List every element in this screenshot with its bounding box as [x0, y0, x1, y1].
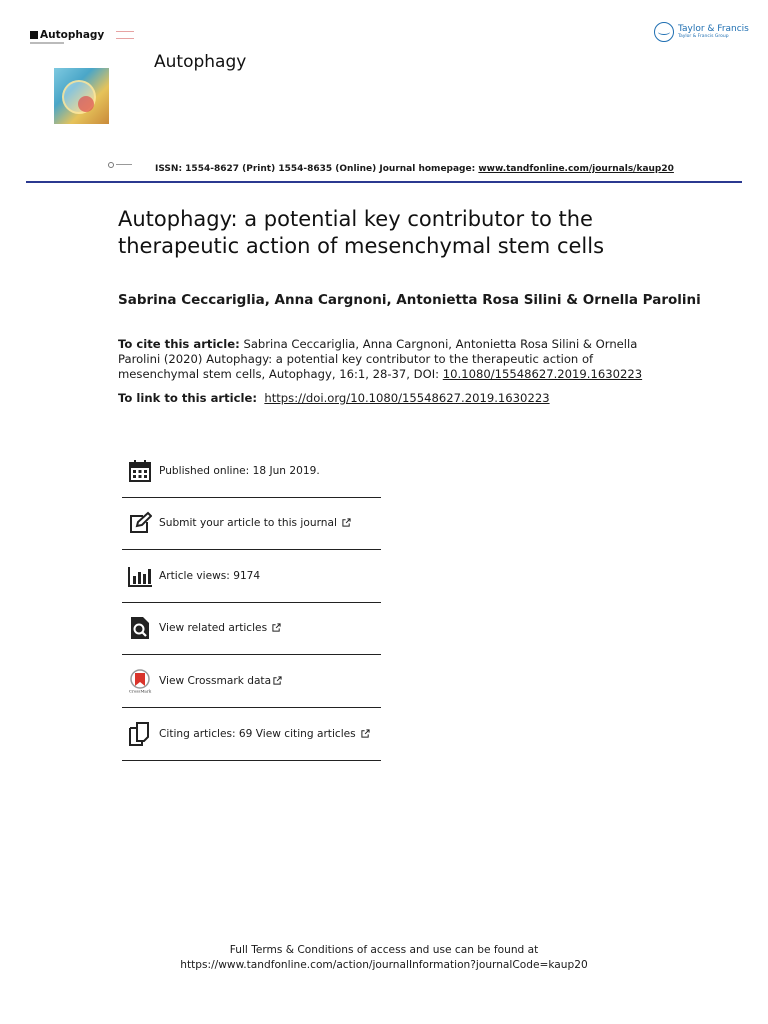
society-seal-icon [116, 31, 134, 39]
citation-label: To cite this article: [118, 337, 240, 351]
citing-documents-icon [128, 722, 152, 746]
external-link-icon [273, 676, 282, 685]
journal-logo: Autophagy [30, 29, 104, 41]
external-link-icon [272, 623, 281, 632]
submit-article-item[interactable] [122, 498, 381, 551]
journal-cover-image[interactable] [54, 68, 109, 124]
related-articles-link[interactable]: View related articles [159, 622, 268, 635]
submit-article-link[interactable]: Submit your article to this journal [159, 517, 337, 530]
external-link-icon [342, 518, 351, 527]
crossmark-item[interactable] [122, 655, 381, 708]
crossref-seal-icon [108, 162, 132, 168]
publisher-name: Taylor & Francis [678, 23, 749, 34]
journal-homepage-link[interactable]: www.tandfonline.com/journals/kaup20 [478, 164, 674, 174]
calendar-icon [128, 459, 152, 483]
bar-chart-icon [128, 564, 152, 588]
header-rule [26, 181, 742, 183]
related-articles-item[interactable] [122, 603, 381, 656]
external-link-icon [361, 729, 370, 738]
publisher-logo-icon [654, 22, 674, 42]
article-views-text: Article views: 9174 [159, 569, 261, 582]
article-info-list [122, 445, 381, 761]
citing-articles-item[interactable] [122, 708, 381, 761]
article-views-item [122, 550, 381, 603]
published-online-text: Published online: 18 Jun 2019. [159, 464, 320, 477]
logo-subline [30, 42, 64, 44]
citing-articles-link[interactable]: Citing articles: 69 View citing articles [159, 727, 356, 740]
logo-mark-icon [30, 31, 38, 39]
journal-title[interactable]: Autophagy [154, 52, 247, 72]
terms-url[interactable]: https://www.tandfonline.com/action/journalInformation?journalCode=kaup20 [180, 959, 588, 971]
edit-icon [128, 511, 152, 535]
issn-line: ISSN: 1554-8627 (Print) 1554-8635 (Online) Journal homepage: www.tandfonline.com/journals/kaup20 [155, 164, 674, 174]
crossmark-link[interactable]: View Crossmark data [159, 674, 272, 687]
document-search-icon [128, 616, 152, 640]
crossmark-badge-text: CrossMark [128, 688, 152, 693]
publisher-group: Taylor & Francis Group [678, 33, 729, 39]
publisher-logo [654, 22, 749, 42]
citation-block [118, 337, 658, 382]
article-title: Autophagy: a potential key contributor to the therapeutic action of mesenchymal stem cells [118, 207, 605, 258]
crossmark-icon [128, 669, 152, 693]
published-online-item [122, 445, 381, 498]
doi-link[interactable]: 10.1080/15548627.2019.1630223 [442, 367, 643, 381]
citation-text: Sabrina Ceccariglia, Anna Cargnoni, Antonietta Rosa Silini & Ornella Parolini (2020) Autophagy: a potential key contributor to the therapeutic action of mesenchymal stem cells, Autophagy, 16:1, 28-37, DOI: [118, 337, 638, 381]
link-label: To link to this article: [118, 391, 257, 405]
article-authors: Sabrina Ceccariglia, Anna Cargnoni, Antonietta Rosa Silini & Ornella Parolini [118, 292, 701, 308]
article-link-line [118, 391, 550, 405]
article-doi-url[interactable]: https://doi.org/10.1080/15548627.2019.1630223 [264, 391, 550, 405]
terms-line: Full Terms & Conditions of access and use can be found at [229, 944, 539, 956]
terms-footer [0, 943, 768, 973]
